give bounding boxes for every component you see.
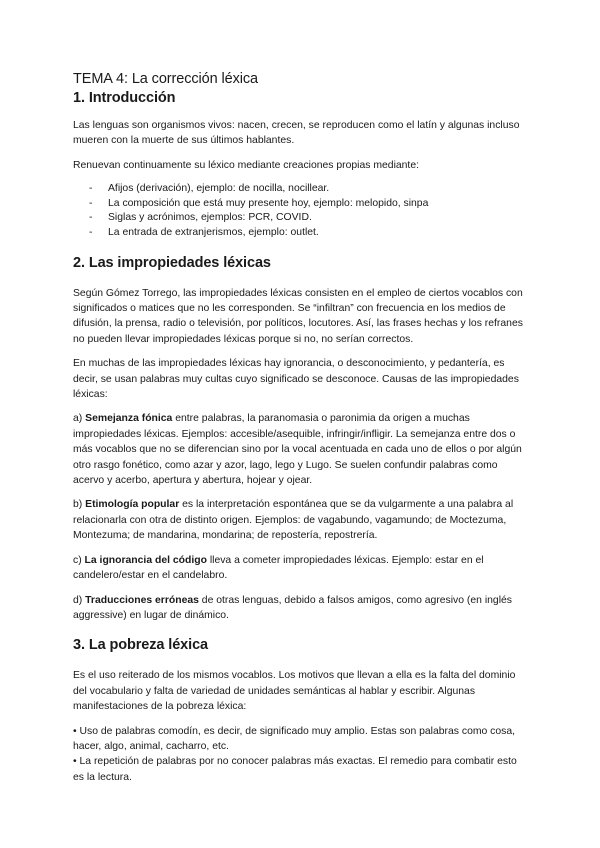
cause-term: Etimología popular — [85, 499, 180, 511]
section-heading-pobreza: 3. La pobreza léxica — [73, 637, 209, 654]
section-heading-introduccion: 1. Introducción — [73, 90, 176, 106]
list-item: - La composición que está muy presente hoy, ejemplo: melopido, sinpa — [73, 197, 523, 212]
document-title: TEMA 4: La corrección léxica — [73, 71, 258, 87]
dash-marker: - — [89, 212, 93, 224]
dash-marker: - — [89, 197, 93, 209]
dash-marker: - — [89, 227, 93, 238]
list-item: - La entrada de extranjerismos, ejemplo: outlet. — [73, 226, 523, 241]
cause-paragraph: c) La ignorancia del código lleva a cometer impropiedades léxicas. Ejemplo: estar en el candelero/estar en el candelabro. — [73, 554, 484, 582]
list-item: - Siglas y acrónimos, ejemplos: PCR, COVID. — [73, 211, 523, 226]
paragraph: En muchas de las impropiedades léxicas hay ignorancia, o desconocimiento, y pedantería, es decir, se usan palabras muy cultas cuyo significado se desconoce. Causas de las impropiedades léxicas: — [73, 358, 519, 401]
cause-term: Traducciones erróneas — [85, 594, 199, 606]
paragraph: Renuevan continuamente su léxico mediante creaciones propias mediante: — [73, 159, 419, 171]
cause-paragraph: d) Traducciones erróneas de otras lenguas, debido a falsos amigos, como agresivo (en inglés aggressive) en lugar de dinámico. — [73, 594, 512, 621]
list-item: - Afijos (derivación), ejemplo: de nocilla, nocillear. — [73, 182, 523, 197]
cause-paragraph: b) Etimología popular es la interpretación espontánea que se da vulgarmente a una palabra al relacionarla con otra de distinto origen. Ejemplos: de vagabundo, vagamundo; de Moctezuma, Montezuma; de mandarina, mondarina; de repostería, repostrería. — [73, 499, 514, 542]
dash-marker: - — [89, 183, 93, 195]
paragraph: Las lenguas son organismos vivos: nacen, crecen, se reproducen como el latín y algunas incluso mueren con la muerte de sus últimos hablantes. — [73, 120, 520, 147]
cause-term: La ignorancia del código — [84, 554, 207, 566]
cause-term: Semejanza fónica — [85, 413, 173, 425]
document-page — [73, 70, 523, 785]
bullet-item: • La repetición de palabras por no conocer palabras más exactas. El remedio para combatir esto es la lectura. — [73, 756, 517, 783]
paragraph: Es el uso reiterado de los mismos vocablos. Los motivos que llevan a ella es la falta del dominio del vocabulario y falta de variedad de unidades semánticas al hablar y escribir. Algunas manifestaciones de la pobreza léxica: — [73, 670, 516, 713]
bullet-item: • Uso de palabras comodín, es decir, de significado muy amplio. Estas son palabras como cosa, hacer, algo, animal, cacharro, etc. — [73, 725, 516, 752]
paragraph: Según Gómez Torrego, las impropiedades léxicas consisten en el empleo de ciertos vocablos con significados o matices que no les corresponden. Se “infiltran” con frecuencia en los medios de difusión, la prensa, radio o televisión, por políticos, locutores. Así, las frases hechas y los refranes no pueden llevar impropiedades léxicas porque si no, no serían correctos. — [73, 287, 523, 345]
section-heading-impropiedades: 2. Las impropiedades léxicas — [73, 254, 271, 271]
cause-paragraph: a) Semejanza fónica entre palabras, la paranomasia o paronimia da origen a muchas impropiedades léxicas. Ejemplos: accesible/asequible, infringir/infligir. La semejanza entre dos o más vocablos que no se diferencian sino por la vocal acentuada en cada uno de ellos o por algún otro rasgo fonético, como azar y azor, lago, lego y Lugo. Se suelen confundir palabras como acervo y acerbo, apertura y abertura, hojear y ojear. — [73, 413, 522, 487]
dash-list — [73, 182, 523, 240]
